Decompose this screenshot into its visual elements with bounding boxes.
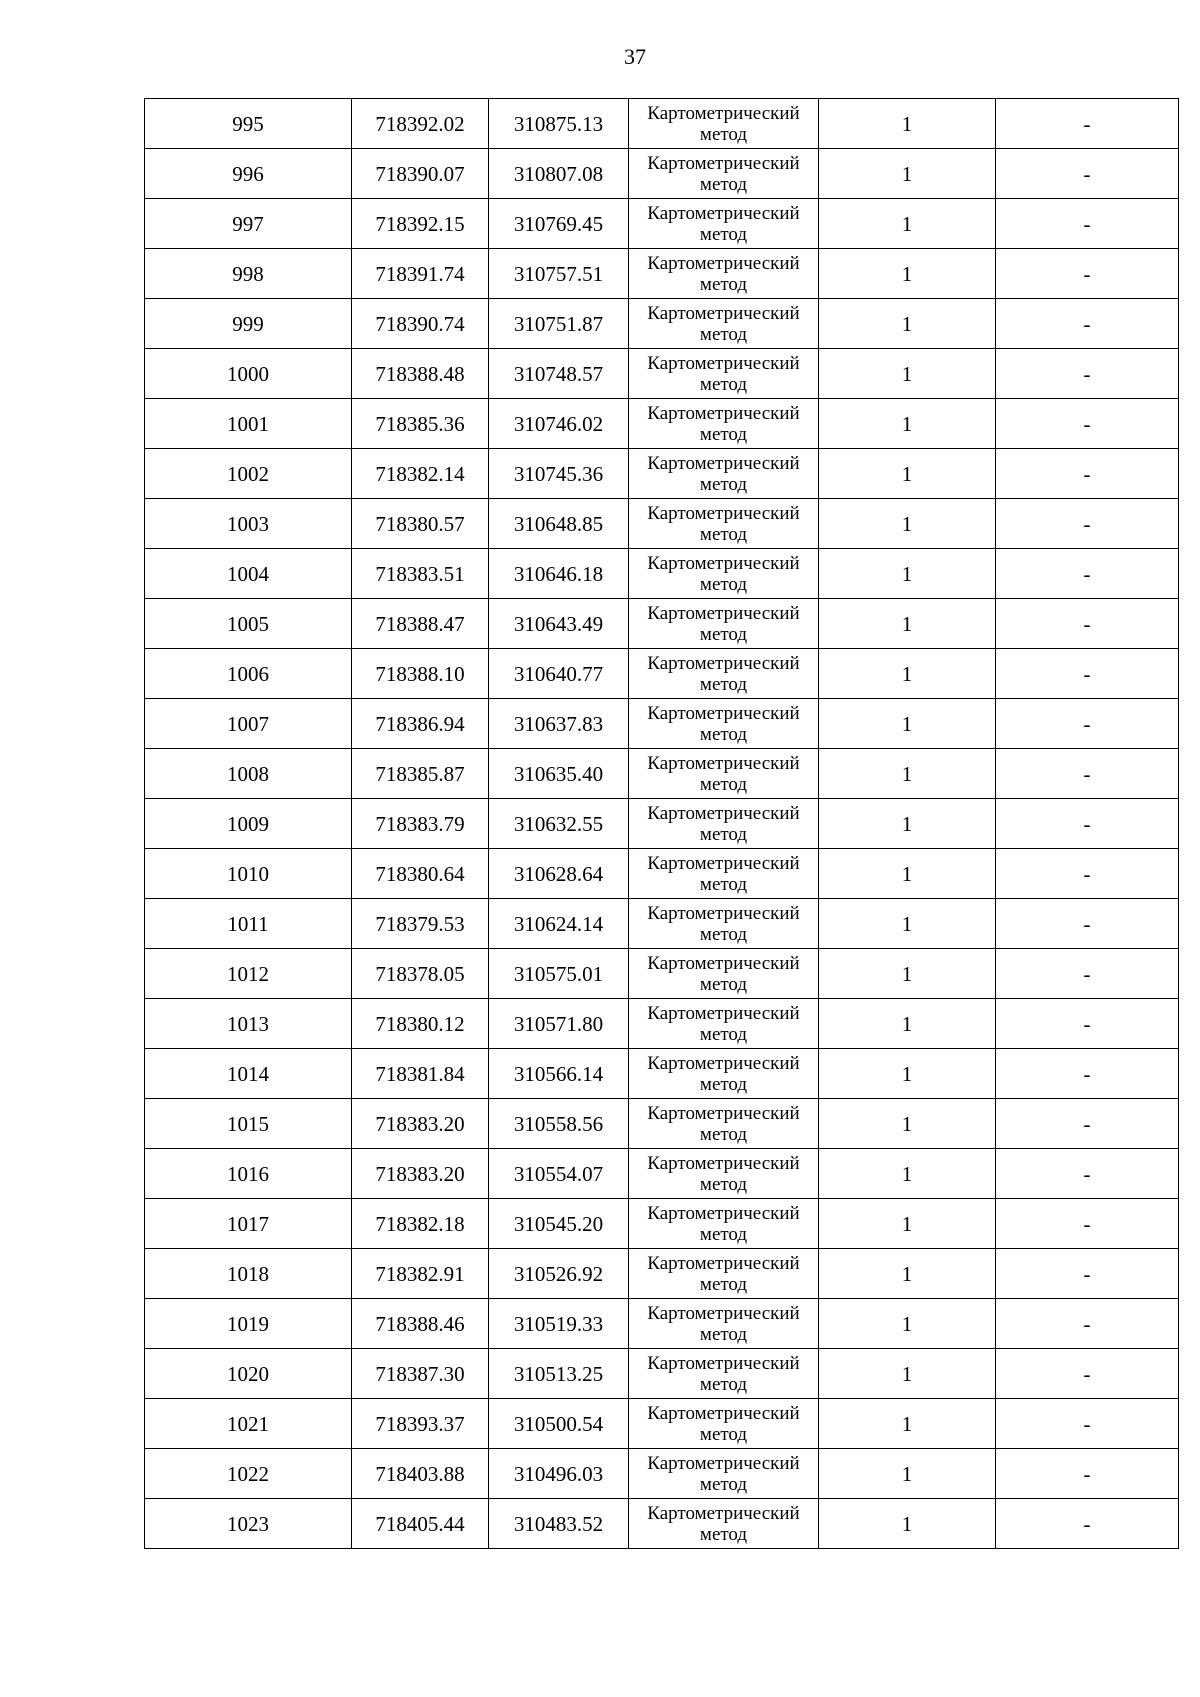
method-cell: Картометрический метод — [629, 249, 819, 299]
note-cell: - — [996, 749, 1179, 799]
note-cell: - — [996, 1099, 1179, 1149]
x-coordinate-cell: 718392.02 — [352, 99, 489, 149]
y-coordinate-cell: 310646.18 — [489, 549, 629, 599]
table-row — [145, 699, 1179, 749]
note-cell: - — [996, 399, 1179, 449]
method-cell: Картометрический метод — [629, 399, 819, 449]
note-cell: - — [996, 849, 1179, 899]
method-cell: Картометрический метод — [629, 199, 819, 249]
method-cell: Картометрический метод — [629, 99, 819, 149]
note-cell: - — [996, 499, 1179, 549]
y-coordinate-cell: 310648.85 — [489, 499, 629, 549]
accuracy-cell: 1 — [819, 449, 996, 499]
method-cell: Картометрический метод — [629, 599, 819, 649]
note-cell: - — [996, 199, 1179, 249]
x-coordinate-cell: 718391.74 — [352, 249, 489, 299]
note-cell: - — [996, 949, 1179, 999]
x-coordinate-cell: 718405.44 — [352, 1499, 489, 1549]
method-cell: Картометрический метод — [629, 799, 819, 849]
point-number-cell: 1006 — [145, 649, 352, 699]
point-number-cell: 1015 — [145, 1099, 352, 1149]
x-coordinate-cell: 718383.20 — [352, 1149, 489, 1199]
method-cell: Картометрический метод — [629, 149, 819, 199]
method-cell: Картометрический метод — [629, 1199, 819, 1249]
accuracy-cell: 1 — [819, 299, 996, 349]
accuracy-cell: 1 — [819, 999, 996, 1049]
table-row — [145, 549, 1179, 599]
table-row — [145, 899, 1179, 949]
point-number-cell: 998 — [145, 249, 352, 299]
table-row — [145, 1449, 1179, 1499]
x-coordinate-cell: 718383.51 — [352, 549, 489, 599]
accuracy-cell: 1 — [819, 1449, 996, 1499]
page-number: 37 — [624, 44, 646, 69]
method-cell: Картометрический метод — [629, 1149, 819, 1199]
note-cell: - — [996, 1199, 1179, 1249]
point-number-cell: 1016 — [145, 1149, 352, 1199]
point-number-cell: 1001 — [145, 399, 352, 449]
note-cell: - — [996, 1249, 1179, 1299]
method-cell: Картометрический метод — [629, 699, 819, 749]
method-cell: Картометрический метод — [629, 1499, 819, 1549]
accuracy-cell: 1 — [819, 849, 996, 899]
accuracy-cell: 1 — [819, 99, 996, 149]
table-row — [145, 1249, 1179, 1299]
note-cell: - — [996, 699, 1179, 749]
accuracy-cell: 1 — [819, 1149, 996, 1199]
x-coordinate-cell: 718390.74 — [352, 299, 489, 349]
method-cell: Картометрический метод — [629, 349, 819, 399]
x-coordinate-cell: 718392.15 — [352, 199, 489, 249]
point-number-cell: 1022 — [145, 1449, 352, 1499]
point-number-cell: 1000 — [145, 349, 352, 399]
point-number-cell: 999 — [145, 299, 352, 349]
point-number-cell: 1008 — [145, 749, 352, 799]
y-coordinate-cell: 310628.64 — [489, 849, 629, 899]
note-cell: - — [996, 249, 1179, 299]
method-cell: Картометрический метод — [629, 1449, 819, 1499]
x-coordinate-cell: 718383.79 — [352, 799, 489, 849]
x-coordinate-cell: 718382.18 — [352, 1199, 489, 1249]
note-cell: - — [996, 1049, 1179, 1099]
accuracy-cell: 1 — [819, 799, 996, 849]
method-cell: Картометрический метод — [629, 999, 819, 1049]
method-cell: Картометрический метод — [629, 649, 819, 699]
x-coordinate-cell: 718382.91 — [352, 1249, 489, 1299]
accuracy-cell: 1 — [819, 499, 996, 549]
point-number-cell: 1002 — [145, 449, 352, 499]
method-cell: Картометрический метод — [629, 1099, 819, 1149]
accuracy-cell: 1 — [819, 599, 996, 649]
note-cell: - — [996, 1349, 1179, 1399]
x-coordinate-cell: 718380.64 — [352, 849, 489, 899]
x-coordinate-cell: 718382.14 — [352, 449, 489, 499]
method-cell: Картометрический метод — [629, 1299, 819, 1349]
y-coordinate-cell: 310545.20 — [489, 1199, 629, 1249]
table-row — [145, 399, 1179, 449]
table-row — [145, 949, 1179, 999]
table-row — [145, 999, 1179, 1049]
x-coordinate-cell: 718385.87 — [352, 749, 489, 799]
accuracy-cell: 1 — [819, 399, 996, 449]
method-cell: Картометрический метод — [629, 1249, 819, 1299]
note-cell: - — [996, 149, 1179, 199]
accuracy-cell: 1 — [819, 749, 996, 799]
note-cell: - — [996, 999, 1179, 1049]
table-row — [145, 249, 1179, 299]
table-row — [145, 199, 1179, 249]
x-coordinate-cell: 718385.36 — [352, 399, 489, 449]
y-coordinate-cell: 310748.57 — [489, 349, 629, 399]
coordinates-table-body — [145, 99, 1179, 1549]
accuracy-cell: 1 — [819, 1499, 996, 1549]
x-coordinate-cell: 718383.20 — [352, 1099, 489, 1149]
y-coordinate-cell: 310483.52 — [489, 1499, 629, 1549]
method-cell: Картометрический метод — [629, 1049, 819, 1099]
note-cell: - — [996, 549, 1179, 599]
y-coordinate-cell: 310558.56 — [489, 1099, 629, 1149]
method-cell: Картометрический метод — [629, 1399, 819, 1449]
method-cell: Картометрический метод — [629, 899, 819, 949]
table-row — [145, 1149, 1179, 1199]
y-coordinate-cell: 310575.01 — [489, 949, 629, 999]
note-cell: - — [996, 799, 1179, 849]
accuracy-cell: 1 — [819, 1299, 996, 1349]
y-coordinate-cell: 310637.83 — [489, 699, 629, 749]
y-coordinate-cell: 310745.36 — [489, 449, 629, 499]
x-coordinate-cell: 718388.47 — [352, 599, 489, 649]
note-cell: - — [996, 99, 1179, 149]
x-coordinate-cell: 718386.94 — [352, 699, 489, 749]
note-cell: - — [996, 349, 1179, 399]
table-row — [145, 449, 1179, 499]
y-coordinate-cell: 310566.14 — [489, 1049, 629, 1099]
x-coordinate-cell: 718393.37 — [352, 1399, 489, 1449]
x-coordinate-cell: 718388.48 — [352, 349, 489, 399]
note-cell: - — [996, 1149, 1179, 1199]
accuracy-cell: 1 — [819, 1199, 996, 1249]
y-coordinate-cell: 310746.02 — [489, 399, 629, 449]
table-row — [145, 149, 1179, 199]
point-number-cell: 1003 — [145, 499, 352, 549]
y-coordinate-cell: 310571.80 — [489, 999, 629, 1049]
x-coordinate-cell: 718380.57 — [352, 499, 489, 549]
point-number-cell: 997 — [145, 199, 352, 249]
y-coordinate-cell: 310632.55 — [489, 799, 629, 849]
accuracy-cell: 1 — [819, 199, 996, 249]
point-number-cell: 1018 — [145, 1249, 352, 1299]
y-coordinate-cell: 310554.07 — [489, 1149, 629, 1199]
y-coordinate-cell: 310757.51 — [489, 249, 629, 299]
note-cell: - — [996, 1399, 1179, 1449]
y-coordinate-cell: 310624.14 — [489, 899, 629, 949]
coordinates-table — [144, 98, 1179, 1549]
y-coordinate-cell: 310643.49 — [489, 599, 629, 649]
y-coordinate-cell: 310635.40 — [489, 749, 629, 799]
y-coordinate-cell: 310519.33 — [489, 1299, 629, 1349]
x-coordinate-cell: 718380.12 — [352, 999, 489, 1049]
note-cell: - — [996, 1499, 1179, 1549]
y-coordinate-cell: 310640.77 — [489, 649, 629, 699]
point-number-cell: 1014 — [145, 1049, 352, 1099]
point-number-cell: 1019 — [145, 1299, 352, 1349]
y-coordinate-cell: 310751.87 — [489, 299, 629, 349]
point-number-cell: 1021 — [145, 1399, 352, 1449]
point-number-cell: 1007 — [145, 699, 352, 749]
accuracy-cell: 1 — [819, 649, 996, 699]
accuracy-cell: 1 — [819, 1349, 996, 1399]
accuracy-cell: 1 — [819, 149, 996, 199]
point-number-cell: 996 — [145, 149, 352, 199]
table-row — [145, 299, 1179, 349]
point-number-cell: 1012 — [145, 949, 352, 999]
table-row — [145, 649, 1179, 699]
accuracy-cell: 1 — [819, 1049, 996, 1099]
table-row — [145, 1499, 1179, 1549]
table-row — [145, 1199, 1179, 1249]
accuracy-cell: 1 — [819, 549, 996, 599]
accuracy-cell: 1 — [819, 349, 996, 399]
point-number-cell: 1013 — [145, 999, 352, 1049]
note-cell: - — [996, 599, 1179, 649]
x-coordinate-cell: 718379.53 — [352, 899, 489, 949]
table-row — [145, 99, 1179, 149]
accuracy-cell: 1 — [819, 1399, 996, 1449]
point-number-cell: 1010 — [145, 849, 352, 899]
point-number-cell: 995 — [145, 99, 352, 149]
note-cell: - — [996, 649, 1179, 699]
accuracy-cell: 1 — [819, 249, 996, 299]
method-cell: Картометрический метод — [629, 949, 819, 999]
y-coordinate-cell: 310513.25 — [489, 1349, 629, 1399]
y-coordinate-cell: 310500.54 — [489, 1399, 629, 1449]
accuracy-cell: 1 — [819, 699, 996, 749]
table-row — [145, 749, 1179, 799]
point-number-cell: 1020 — [145, 1349, 352, 1399]
method-cell: Картометрический метод — [629, 449, 819, 499]
table-row — [145, 1049, 1179, 1099]
method-cell: Картометрический метод — [629, 549, 819, 599]
y-coordinate-cell: 310875.13 — [489, 99, 629, 149]
x-coordinate-cell: 718381.84 — [352, 1049, 489, 1099]
table-row — [145, 849, 1179, 899]
method-cell: Картометрический метод — [629, 499, 819, 549]
x-coordinate-cell: 718403.88 — [352, 1449, 489, 1499]
y-coordinate-cell: 310769.45 — [489, 199, 629, 249]
note-cell: - — [996, 1299, 1179, 1349]
point-number-cell: 1011 — [145, 899, 352, 949]
point-number-cell: 1009 — [145, 799, 352, 849]
accuracy-cell: 1 — [819, 899, 996, 949]
x-coordinate-cell: 718388.46 — [352, 1299, 489, 1349]
table-row — [145, 599, 1179, 649]
method-cell: Картометрический метод — [629, 849, 819, 899]
method-cell: Картометрический метод — [629, 749, 819, 799]
table-row — [145, 349, 1179, 399]
accuracy-cell: 1 — [819, 949, 996, 999]
x-coordinate-cell: 718390.07 — [352, 149, 489, 199]
y-coordinate-cell: 310807.08 — [489, 149, 629, 199]
table-row — [145, 1399, 1179, 1449]
y-coordinate-cell: 310496.03 — [489, 1449, 629, 1499]
note-cell: - — [996, 899, 1179, 949]
table-row — [145, 1349, 1179, 1399]
point-number-cell: 1017 — [145, 1199, 352, 1249]
accuracy-cell: 1 — [819, 1249, 996, 1299]
method-cell: Картометрический метод — [629, 299, 819, 349]
note-cell: - — [996, 299, 1179, 349]
x-coordinate-cell: 718378.05 — [352, 949, 489, 999]
note-cell: - — [996, 449, 1179, 499]
method-cell: Картометрический метод — [629, 1349, 819, 1399]
table-row — [145, 1299, 1179, 1349]
table-row — [145, 799, 1179, 849]
table-row — [145, 499, 1179, 549]
point-number-cell: 1004 — [145, 549, 352, 599]
y-coordinate-cell: 310526.92 — [489, 1249, 629, 1299]
note-cell: - — [996, 1449, 1179, 1499]
x-coordinate-cell: 718387.30 — [352, 1349, 489, 1399]
accuracy-cell: 1 — [819, 1099, 996, 1149]
table-row — [145, 1099, 1179, 1149]
point-number-cell: 1023 — [145, 1499, 352, 1549]
x-coordinate-cell: 718388.10 — [352, 649, 489, 699]
point-number-cell: 1005 — [145, 599, 352, 649]
